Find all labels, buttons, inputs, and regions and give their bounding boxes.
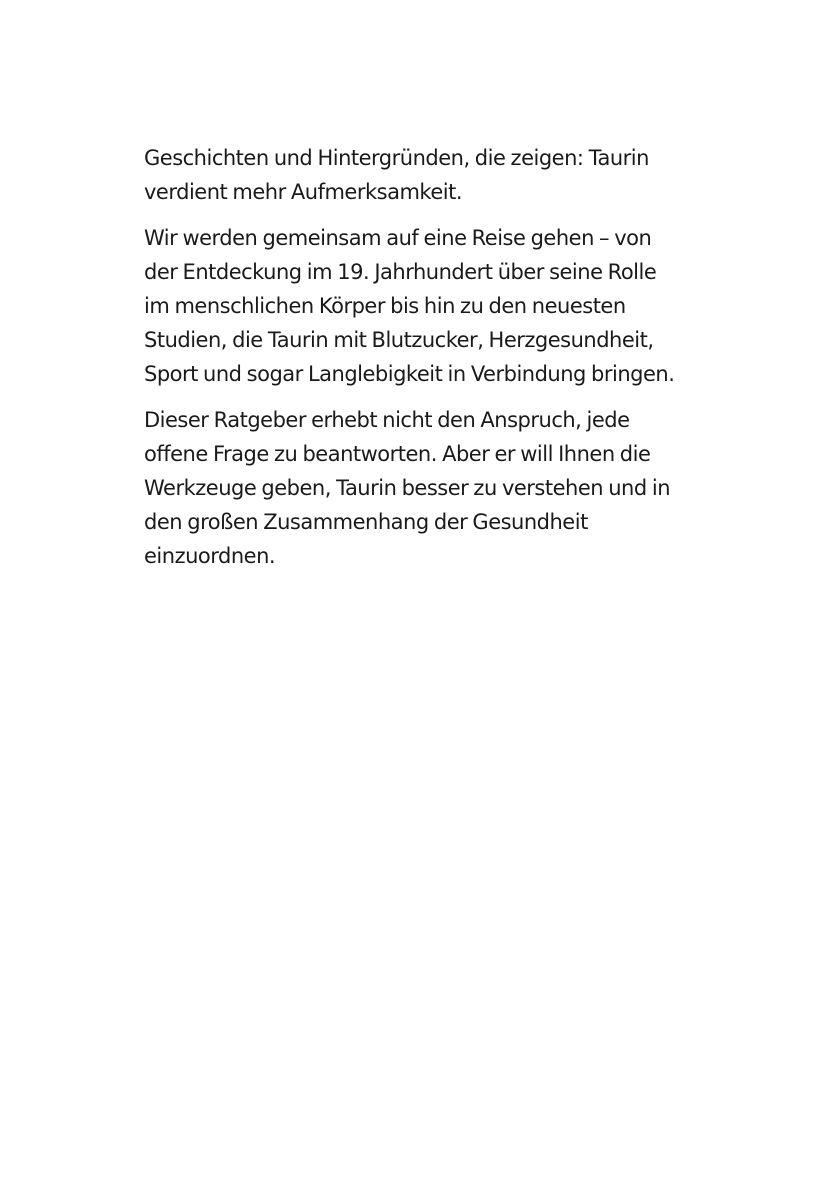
body-text	[144, 141, 744, 585]
text-line: Sport und sogar Langlebigkeit in Verbindung bringen.	[144, 362, 675, 386]
text-line: offene Frage zu beantworten. Aber er will Ihnen die	[144, 442, 651, 466]
paragraph-2	[144, 221, 744, 391]
text-line: Dieser Ratgeber erhebt nicht den Anspruch, jede	[144, 408, 630, 432]
text-line: Wir werden gemeinsam auf eine Reise gehen – von	[144, 226, 652, 250]
text-line: verdient mehr Aufmerksamkeit.	[144, 180, 462, 204]
paragraph-1	[144, 141, 744, 209]
text-line: den großen Zusammenhang der Gesundheit	[144, 510, 588, 534]
text-line: Geschichten und Hintergründen, die zeigen: Taurin	[144, 146, 649, 170]
text-line: einzuordnen.	[144, 544, 276, 568]
paragraph-3	[144, 403, 744, 573]
text-line: Werkzeuge geben, Taurin besser zu verstehen und in	[144, 476, 670, 500]
text-line: im menschlichen Körper bis hin zu den neuesten	[144, 294, 626, 318]
text-line: Studien, die Taurin mit Blutzucker, Herzgesundheit,	[144, 328, 654, 352]
text-line: der Entdeckung im 19. Jahrhundert über seine Rolle	[144, 260, 657, 284]
